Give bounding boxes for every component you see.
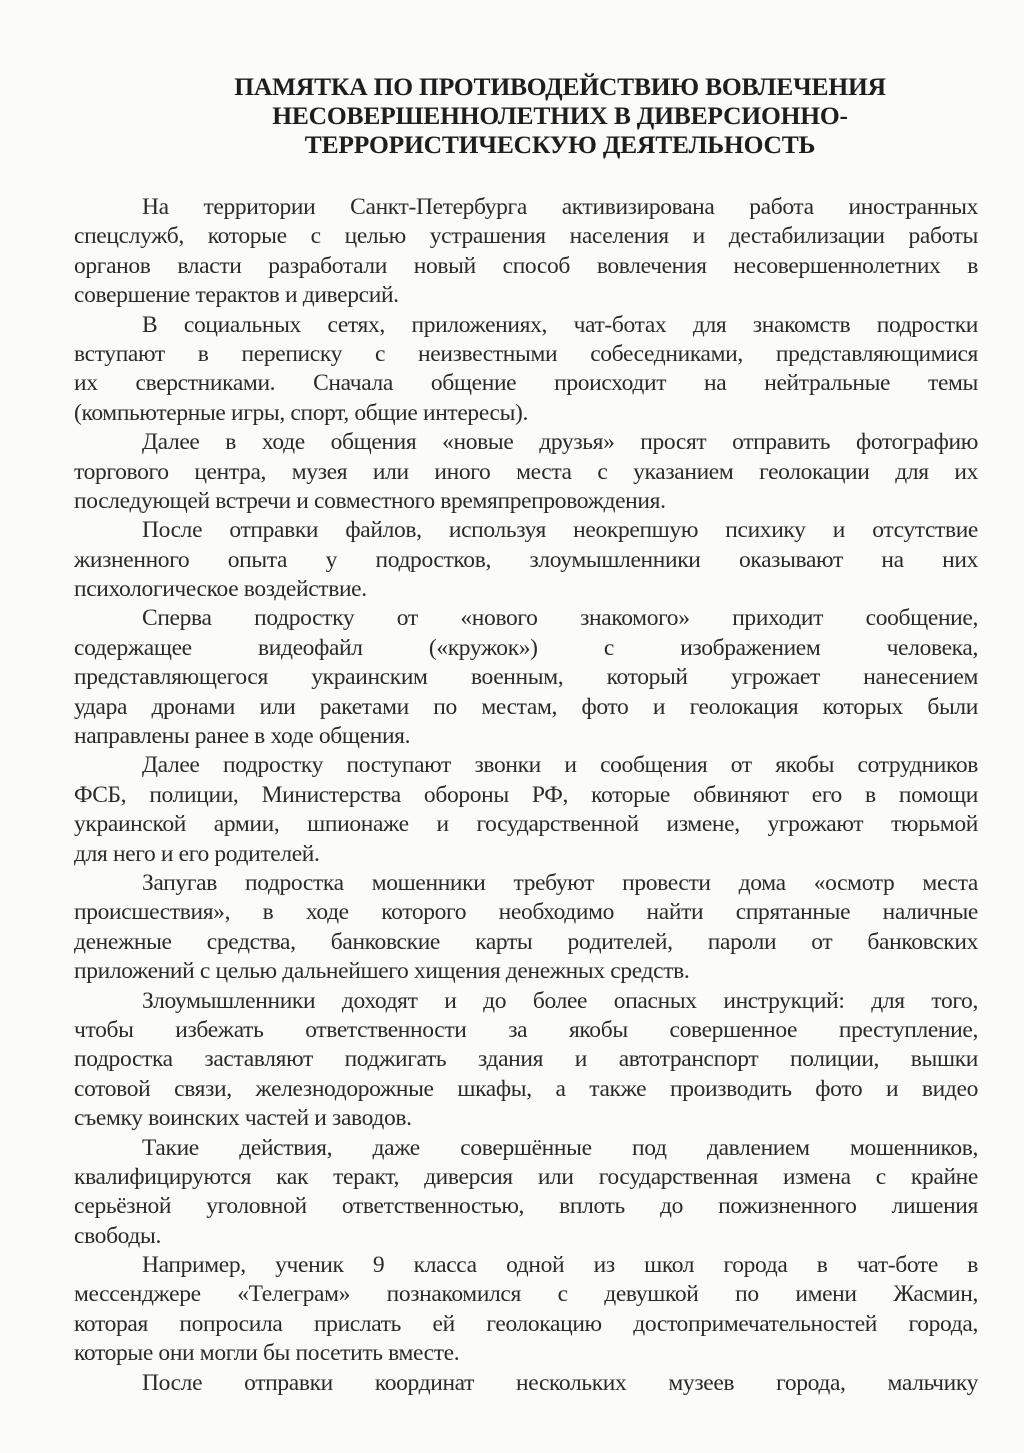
paragraph-line: приложений с целью дальнейшего хищения денежных средств.	[74, 958, 690, 985]
paragraph	[74, 604, 978, 751]
paragraph	[74, 193, 978, 311]
paragraph-line: происшествия», в ходе которого необходимо найти спрятанные наличные	[74, 899, 978, 926]
title-line: ТЕРРОРИСТИЧЕСКУЮ ДЕЯТЕЛЬНОСТЬ	[304, 130, 816, 159]
paragraph-line: их сверстниками. Сначала общение происходит на нейтральные темы	[74, 370, 978, 397]
paragraph	[74, 516, 978, 604]
document-title	[180, 72, 940, 159]
paragraph-line: После отправки файлов, используя неокрепшую психику и отсутствие	[142, 517, 978, 544]
paragraph-line: ФСБ, полиции, Министерства обороны РФ, которые обвиняют его в помощи	[74, 781, 978, 808]
paragraph-line: чтобы избежать ответственности за якобы совершенное преступление,	[74, 1016, 978, 1043]
paragraph-line: украинской армии, шпионаже и государственной измене, угрожают тюрьмой	[74, 811, 978, 838]
paragraph-line: Такие действия, даже совершённые под давлением мошенников,	[142, 1134, 978, 1161]
paragraph-line: спецслужб, которые с целью устрашения населения и дестабилизации работы	[74, 223, 978, 250]
paragraph-line: (компьютерные игры, спорт, общие интересы).	[74, 399, 529, 426]
paragraph-line: серьёзной уголовной ответственностью, вплоть до пожизненного лишения	[74, 1193, 978, 1220]
title-line: НЕСОВЕРШЕННОЛЕТНИХ В ДИВЕРСИОННО-	[272, 101, 848, 130]
paragraph-line: денежные средства, банковские карты родителей, пароли от банковских	[74, 928, 978, 955]
paragraph-line: которая попросила прислать ей геолокацию достопримечательностей города,	[74, 1310, 978, 1337]
paragraph-line: Злоумышленники доходят и до более опасных инструкций: для того,	[142, 987, 978, 1014]
document-body	[74, 193, 978, 1398]
paragraph-line: В социальных сетях, приложениях, чат-ботах для знакомств подростки	[142, 311, 978, 338]
paragraph-line: После отправки координат нескольких музеев города, мальчику	[142, 1369, 978, 1396]
paragraph-line: которые они могли бы посетить вместе.	[74, 1340, 460, 1367]
paragraph-line: психологическое воздействие.	[74, 576, 367, 603]
paragraph-line: для него и его родителей.	[74, 840, 320, 867]
paragraph-line: торгового центра, музея или иного места с указанием геолокации для их	[74, 458, 978, 485]
paragraph-line: мессенджере «Телеграм» познакомился с девушкой по имени Жасмин,	[74, 1281, 978, 1308]
paragraph	[74, 1134, 978, 1252]
paragraph-line: жизненного опыта у подростков, злоумышленники оказывают на них	[74, 546, 978, 573]
paragraph-line: Сперва подростку от «нового знакомого» приходит сообщение,	[142, 605, 978, 632]
paragraph-line: удара дронами или ракетами по местам, фото и геолокация которых были	[74, 693, 978, 720]
paragraph	[74, 987, 978, 1134]
paragraph	[74, 311, 978, 429]
paragraph-line: свободы.	[74, 1222, 161, 1249]
title-line: ПАМЯТКА ПО ПРОТИВОДЕЙСТВИЮ ВОВЛЕЧЕНИЯ	[234, 72, 886, 101]
paragraph-line: совершение терактов и диверсий.	[74, 282, 399, 309]
paragraph-line: органов власти разработали новый способ вовлечения несовершеннолетних в	[74, 252, 978, 279]
paragraph-line: На территории Санкт-Петербурга активизирована работа иностранных	[142, 194, 978, 220]
paragraph-line: Например, ученик 9 класса одной из школ города в чат-боте в	[142, 1252, 978, 1279]
paragraph-line: направлены ранее в ходе общения.	[74, 723, 411, 750]
paragraph-line: Далее подростку поступают звонки и сообщения от якобы сотрудников	[142, 752, 978, 779]
paragraph	[74, 1369, 978, 1398]
paragraph	[74, 751, 978, 869]
paragraph-line: Далее в ходе общения «новые друзья» просят отправить фотографию	[142, 429, 978, 456]
paragraph-line: последующей встречи и совместного времяпрепровождения.	[74, 487, 666, 514]
paragraph-line: подростка заставляют поджигать здания и автотранспорт полиции, вышки	[74, 1046, 978, 1073]
paragraph	[74, 1251, 978, 1369]
paragraph	[74, 869, 978, 987]
paragraph-line: содержащее видеофайл («кружок») с изображением человека,	[74, 634, 978, 661]
paragraph-line: Запугав подростка мошенники требуют провести дома «осмотр места	[142, 869, 978, 896]
paragraph-line: вступают в переписку с неизвестными собеседниками, представляющимися	[74, 340, 978, 367]
paragraph-line: съемку воинских частей и заводов.	[74, 1105, 412, 1132]
paragraph-line: представляющегося украинским военным, который угрожает нанесением	[74, 664, 978, 691]
paragraph-line: квалифицируются как теракт, диверсия или государственная измена с крайне	[74, 1163, 978, 1190]
paragraph-line: сотовой связи, железнодорожные шкафы, а также производить фото и видео	[74, 1075, 978, 1102]
paragraph	[74, 428, 978, 516]
